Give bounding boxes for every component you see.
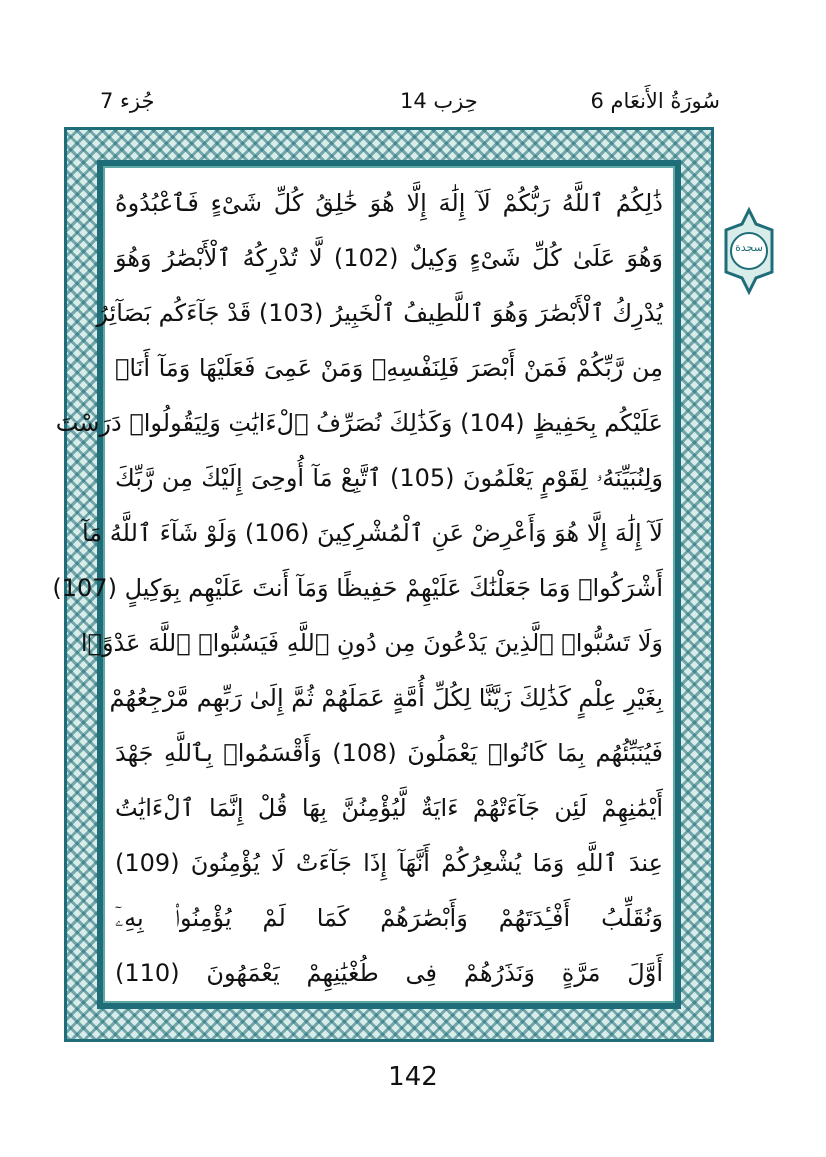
page-header	[100, 84, 720, 118]
text-line: أَشْرَكُوا۟ وَمَا جَعَلْنَٰكَ عَلَيْهِمْ حَفِيظًا وَمَآ أَنتَ عَلَيْهِم بِوَكِيلٍ (107)	[52, 574, 663, 602]
text-line: مِن رَّبِّكُمْ فَمَنْ أَبْصَرَ فَلِنَفْسِهِۦ وَمَنْ عَمِىَ فَعَلَيْهَا وَمَآ أَنَا۠	[115, 354, 663, 382]
text-line: وَنُقَلِّبُ أَفْـِٔدَتَهُمْ وَأَبْصَٰرَهُمْ كَمَا لَمْ يُؤْمِنُوا۟ بِهِۦٓ	[115, 904, 663, 932]
text-line: وَهُوَ عَلَىٰ كُلِّ شَىْءٍ وَكِيلٌ (102) لَّا تُدْرِكُهُ ٱلْأَبْصَٰرُ وَهُوَ	[115, 244, 664, 272]
text-line: ذَٰلِكُمُ ٱللَّهُ رَبُّكُمْ لَآ إِلَٰهَ إِلَّا هُوَ خَٰلِقُ كُلِّ شَىْءٍ فَٱعْبُدُوهُ	[115, 189, 663, 217]
text-line: وَلِنُبَيِّنَهُۥ لِقَوْمٍ يَعْلَمُونَ (105) ٱتَّبِعْ مَآ أُوحِىَ إِلَيْكَ مِن رَّبِّكَ	[115, 464, 663, 492]
text-line: أَوَّلَ مَرَّةٍ وَنَذَرُهُمْ فِى طُغْيَٰنِهِمْ يَعْمَهُونَ (110)	[115, 959, 663, 987]
juz-label: جُزء 7	[100, 89, 155, 113]
text-line: عَلَيْكُم بِحَفِيظٍ (104) وَكَذَٰلِكَ نُصَرِّفُ ٱلْءَايَٰتِ وَلِيَقُولُوا۟ دَرَسْتَ	[55, 409, 663, 437]
hizb-label: حِزب 14	[400, 89, 478, 113]
page-number: 142	[388, 1062, 438, 1092]
text-line: لَآ إِلَٰهَ إِلَّا هُوَ وَأَعْرِضْ عَنِ ٱلْمُشْرِكِينَ (106) وَلَوْ شَآءَ ٱللَّهُ مَآ	[81, 519, 663, 547]
text-line: يُدْرِكُ ٱلْأَبْصَٰرَ وَهُوَ ٱللَّطِيفُ ٱلْخَبِيرُ (103) قَدْ جَآءَكُم بَصَآئِرُ	[96, 299, 663, 327]
text-line: عِندَ ٱللَّهِ وَمَا يُشْعِرُكُمْ أَنَّهَآ إِذَا جَآءَتْ لَا يُؤْمِنُونَ (109)	[115, 849, 663, 877]
text-line: بِغَيْرِ عِلْمٍ كَذَٰلِكَ زَيَّنَّا لِكُلِّ أُمَّةٍ عَمَلَهُمْ ثُمَّ إِلَىٰ رَبِّهِم مَّرْجِعُهُمْ	[109, 684, 663, 712]
surah-title: 6 سُورَةُ الأَنعَام	[590, 89, 720, 113]
text-line: أَيْمَٰنِهِمْ لَئِن جَآءَتْهُمْ ءَايَةٌ لَّيُؤْمِنُنَّ بِهَا قُلْ إِنَّمَا ٱلْءَايَٰتُ	[115, 794, 663, 822]
text-panel	[52, 166, 675, 1003]
sajda-emblem-icon	[722, 208, 776, 294]
sajda-label: سجدة	[735, 241, 763, 254]
text-line: فَيُنَبِّئُهُم بِمَا كَانُوا۟ يَعْمَلُونَ (108) وَأَقْسَمُوا۟ بِٱللَّهِ جَهْدَ	[115, 739, 663, 767]
quran-text-lines	[52, 176, 664, 993]
text-line: وَلَا تَسُبُّوا۟ ٱلَّذِينَ يَدْعُونَ مِن دُونِ ٱللَّهِ فَيَسُبُّوا۟ ٱللَّهَ عَدْوًۢا	[80, 629, 663, 657]
ornamental-frame	[52, 127, 714, 1042]
